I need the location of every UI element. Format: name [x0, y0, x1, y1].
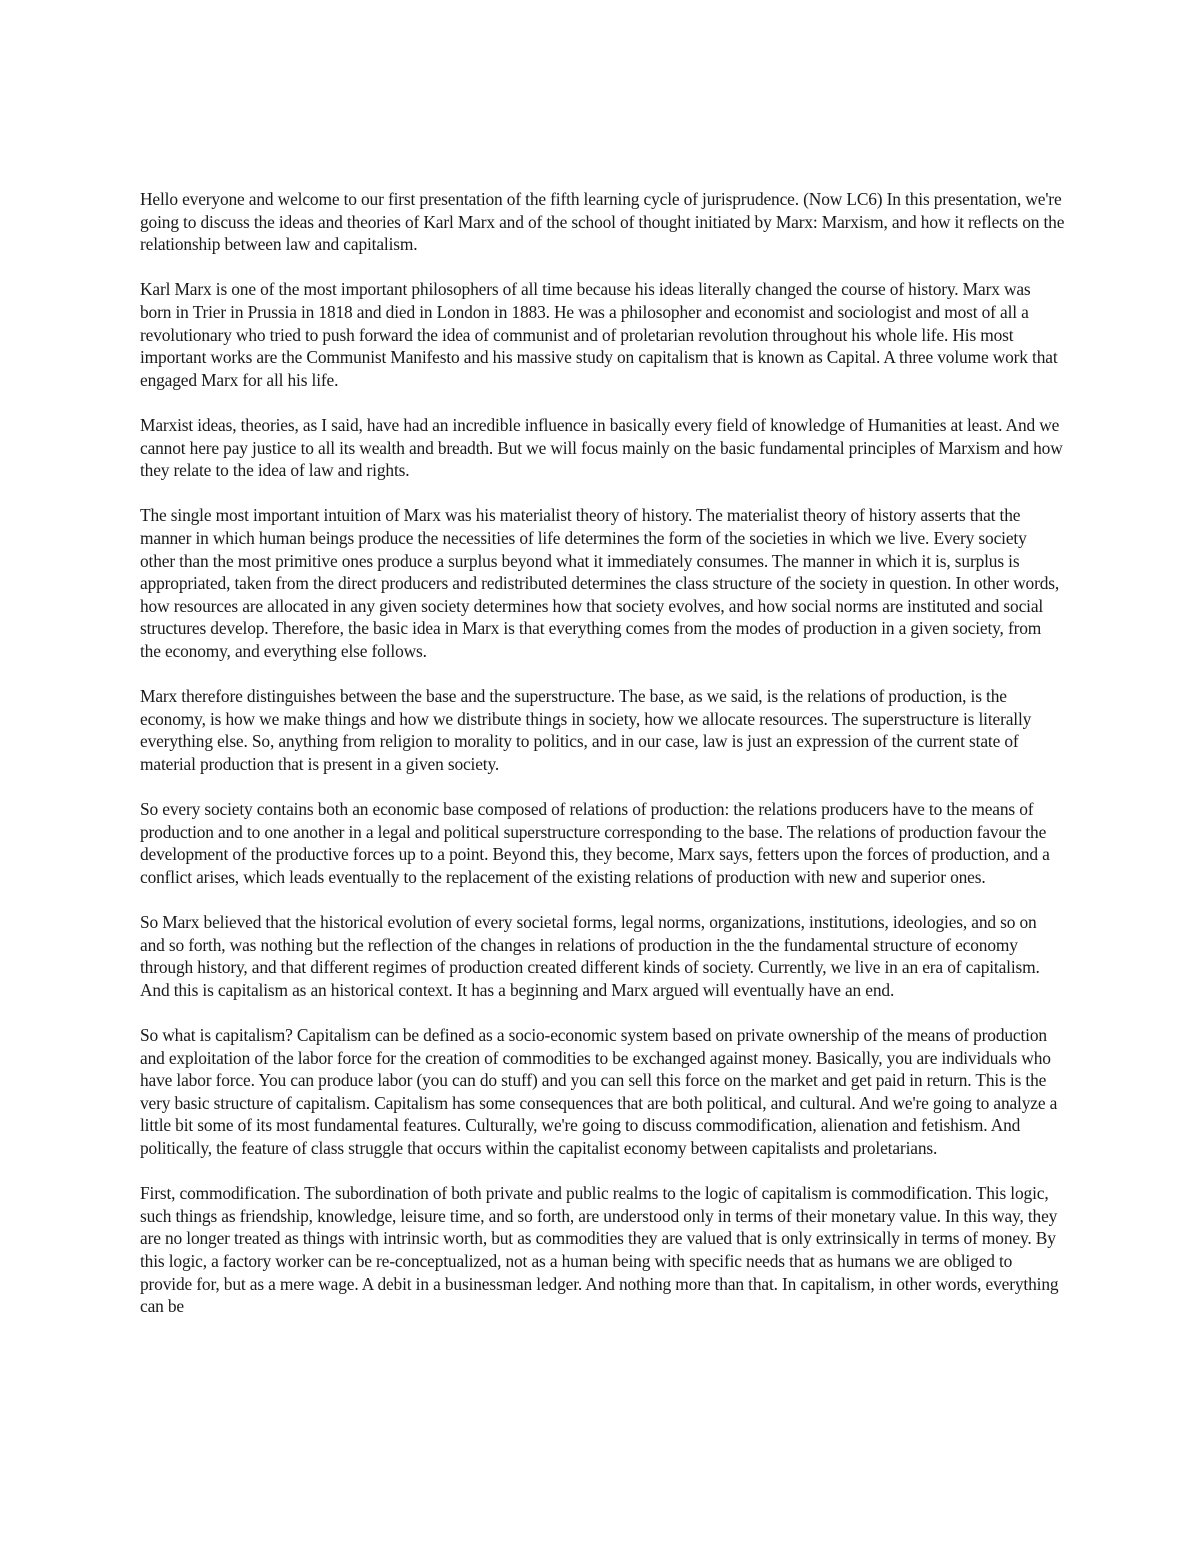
- paragraph-4: The single most important intuition of Marx was his materialist theory of history. The materialist theory of history asserts that the manner in which human beings produce the necessities of life determines the form of the societies in which we live. Every society other than the most primitive ones produce a surplus beyond what it immediately consumes. The manner in which it is, surplus is appropriated, taken from the direct producers and redistributed determines the class structure of the society in question. In other words, how resources are allocated in any given society determines how that society evolves, and how social norms are instituted and social structures develop. Therefore, the basic idea in Marx is that everything comes from the modes of production in a given society, from the economy, and everything else follows.: [140, 505, 1060, 661]
- paragraph-5: Marx therefore distinguishes between the base and the superstructure. The base, as we said, is the relations of production, is the economy, is how we make things and how we distribute things in society, how we allocate resources. The superstructure is literally everything else. So, anything from religion to morality to politics, and in our case, law is just an expression of the current state of material production that is present in a given society.: [140, 686, 1032, 774]
- paragraph-6: So every society contains both an economic base composed of relations of production: the relations producers have to the means of production and to one another in a legal and political superstructure corresponding to the base. The relations of production favour the development of the productive forces up to a point. Beyond this, they become, Marx says, fetters upon the forces of production, and a conflict arises, which leads eventually to the replacement of the existing relations of production with new and superior ones.: [140, 799, 1050, 887]
- paragraph-3: Marxist ideas, theories, as I said, have had an incredible influence in basically every field of knowledge of Humanities at least. And we cannot here pay justice to all its wealth and breadth. But we will focus mainly on the basic fundamental principles of Marxism and how they relate to the idea of law and rights.: [140, 414, 1063, 481]
- paragraph-9: First, commodification. The subordination of both private and public realms to the logic of capitalism is commodification. This logic, such things as friendship, knowledge, leisure time, and so forth, are understood only in terms of their monetary value. In this way, they are no longer treated as things with intrinsic worth, but as commodities they are valued that is only extrinsically in terms of money. By this logic, a factory worker can be re-conceptualized, not as a human being with specific needs that as humans we are obliged to provide for, but as a mere wage. A debit in a businessman ledger. And nothing more than that. In capitalism, in other words, everything can be: [140, 1183, 1059, 1317]
- paragraph-1: Hello everyone and welcome to our first presentation of the fifth learning cycle of jurisprudence. (Now LC6) In this presentation, we're going to discuss the ideas and theories of Karl Marx and of the school of thought initiated by Marx: Marxism, and how it reflects on the relationship between law and capitalism.: [140, 189, 1065, 255]
- paragraph-8: So what is capitalism? Capitalism can be defined as a socio-economic system based on private ownership of the means of production and exploitation of the labor force for the creation of commodities to be exchanged against money. Basically, you are individuals who have labor force. You can produce labor (you can do stuff) and you can sell this force on the market and get paid in return. This is the very basic structure of capitalism. Capitalism has some consequences that are both political, and cultural. And we're going to analyze a little bit some of its most fundamental features. Culturally, we're going to discuss commodification, alienation and fetishism. And politically, the feature of class struggle that occurs within the capitalist economy between capitalists and proletarians.: [140, 1024, 1058, 1158]
- paragraph-7: So Marx believed that the historical evolution of every societal forms, legal norms, organizations, institutions, ideologies, and so on and so forth, was nothing but the reflection of the changes in relations of production in the the fundamental structure of economy through history, and that different regimes of production created different kinds of society. Currently, we live in an era of capitalism. And this is capitalism as an historical context. It has a beginning and Marx argued will eventually have an end.: [140, 912, 1040, 1000]
- document-body: [140, 188, 1065, 1318]
- paragraph-2: Karl Marx is one of the most important philosophers of all time because his ideas literally changed the course of history. Marx was born in Trier in Prussia in 1818 and died in London in 1883. He was a philosopher and economist and sociologist and most of all a revolutionary who tried to push forward the idea of communist and of proletarian revolution throughout his whole life. His most important works are the Communist Manifesto and his massive study on capitalism that is known as Capital. A three volume work that engaged Marx for all his life.: [140, 279, 1058, 390]
